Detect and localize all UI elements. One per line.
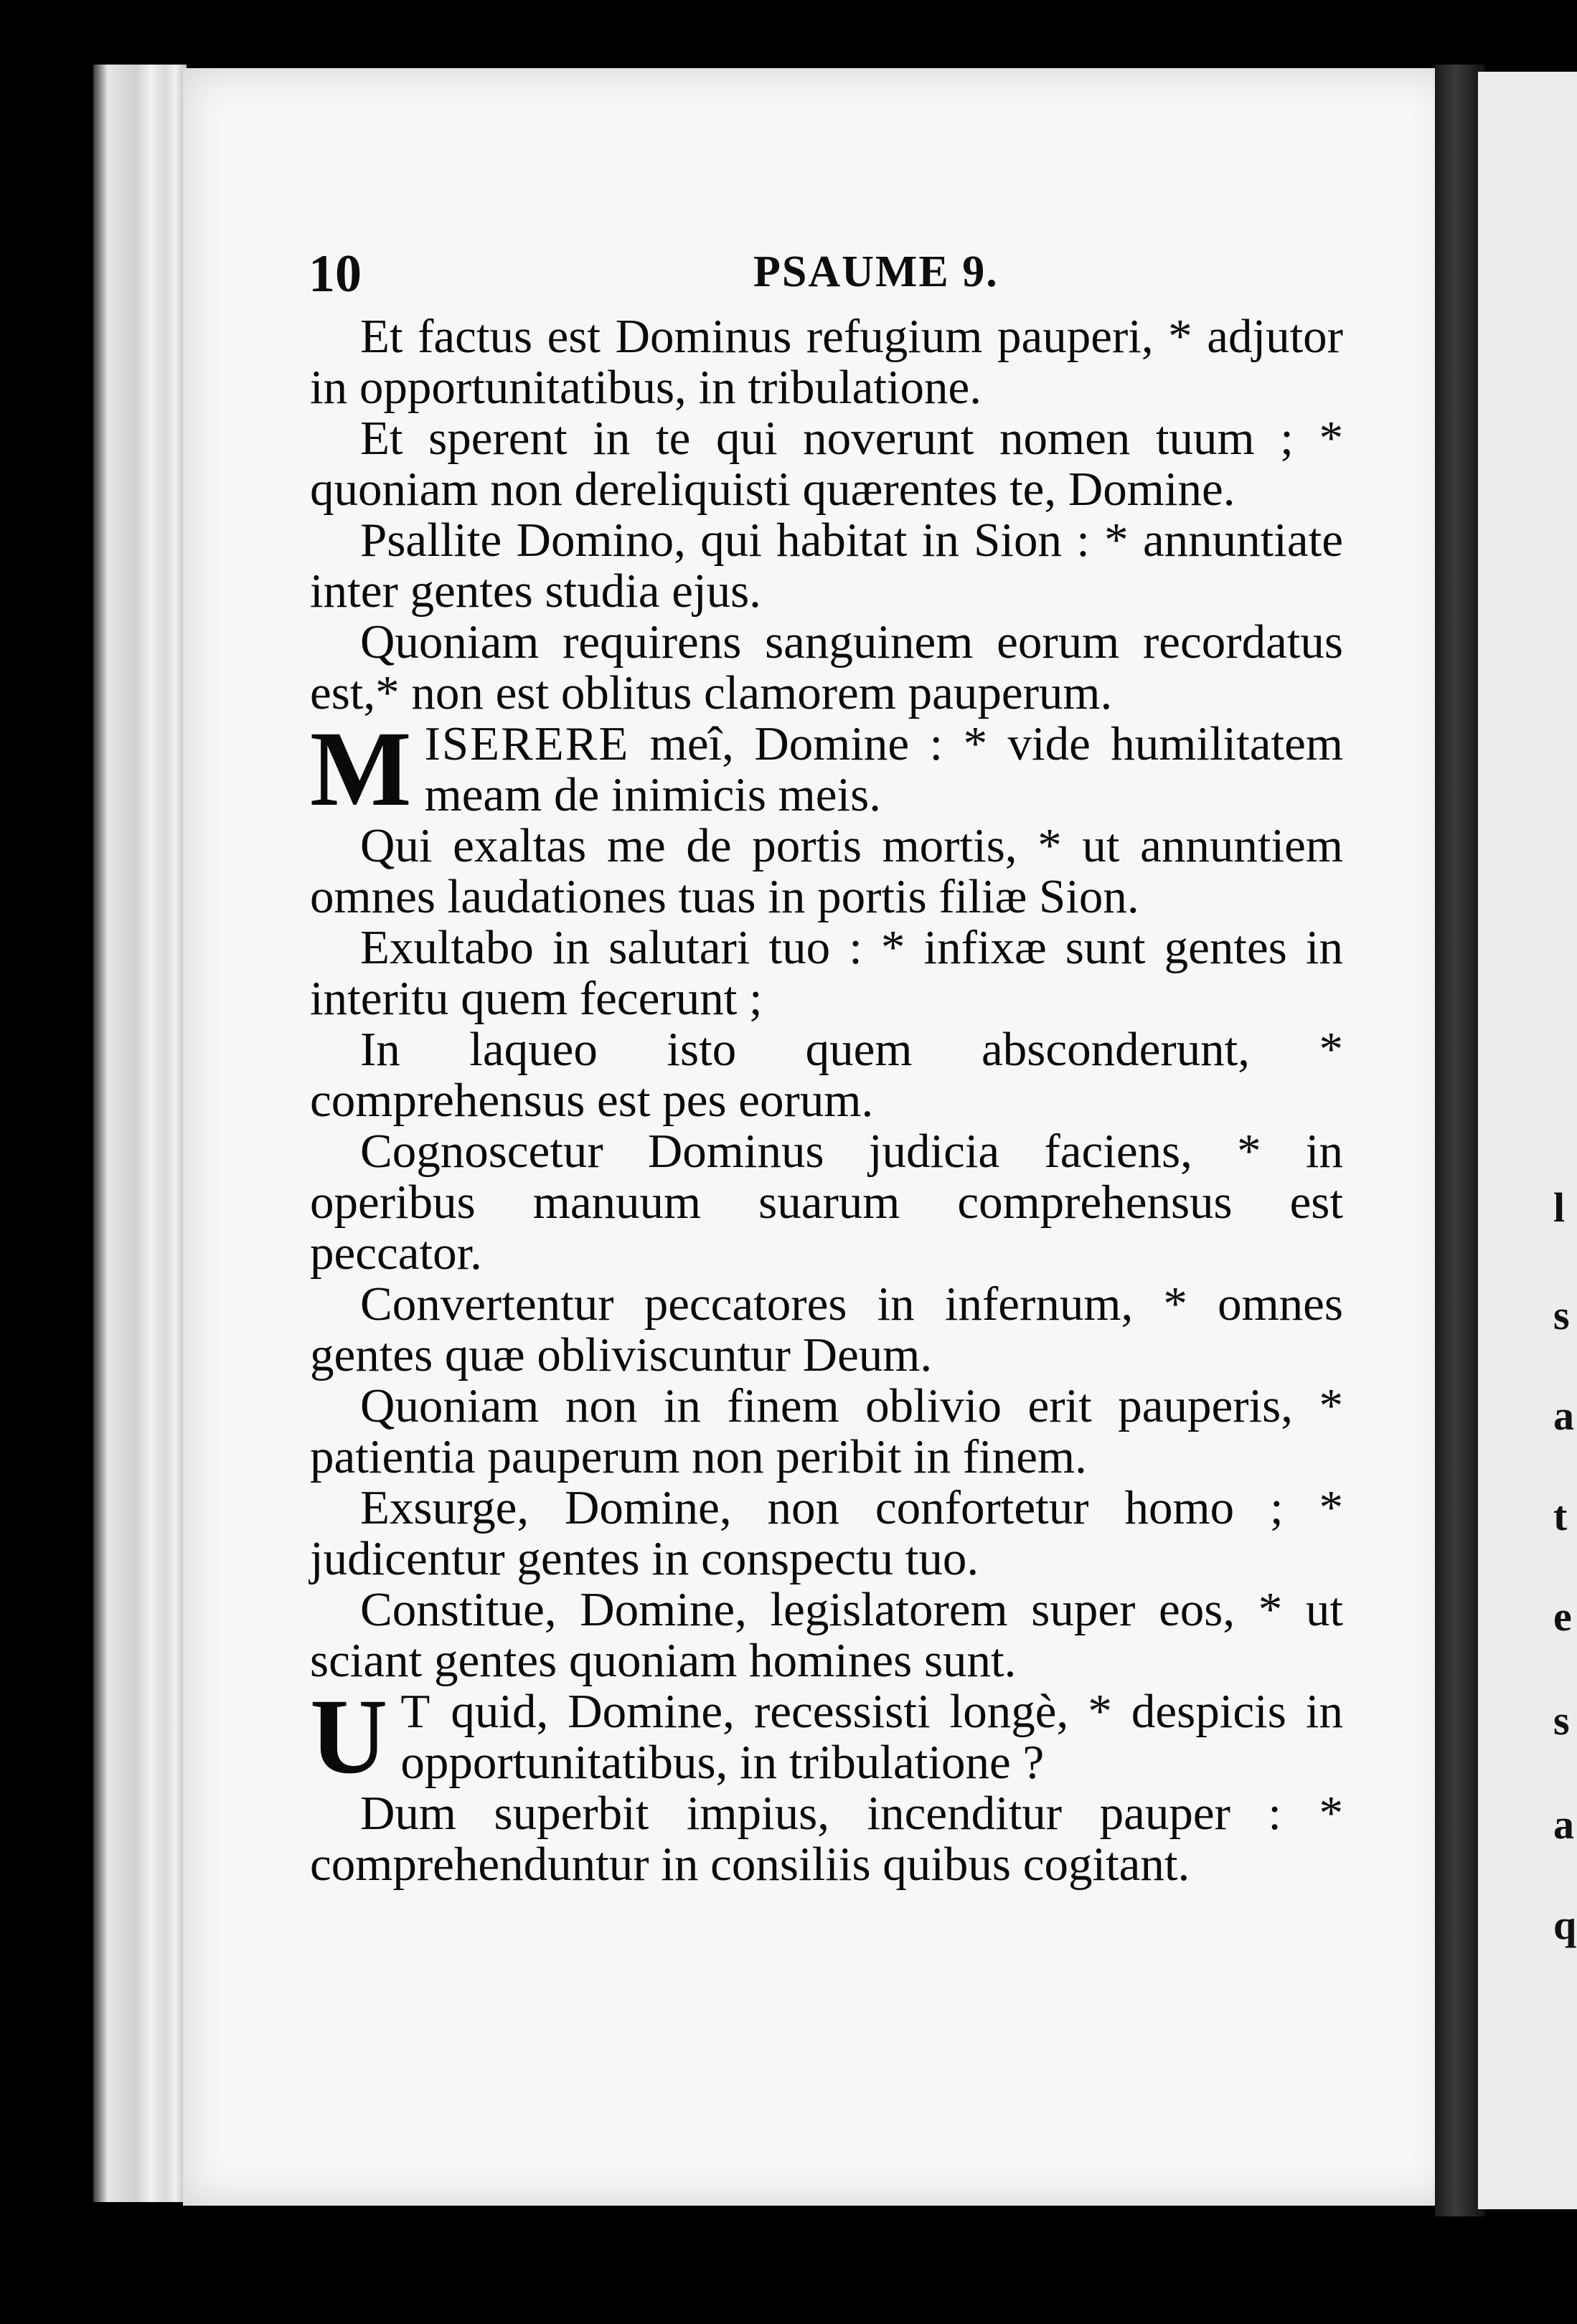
drop-cap-initial: M: [310, 709, 412, 828]
next-page-letter: a: [1553, 1801, 1574, 1848]
verse: Quoniam non in finem oblivio erit pauperis, * patientia pauperum non peribit in finem.: [310, 1379, 1343, 1483]
verse: Et sperent in te qui noverunt nomen tuum ; * quoniam non dereliquisti quærentes te, Domine.: [310, 412, 1343, 516]
verse: Constitue, Domine, legislatorem super eos, * ut sciant gentes quoniam homines sunt.: [310, 1583, 1343, 1687]
next-page-letter: q: [1553, 1902, 1577, 1948]
book-left-edges: [93, 65, 187, 2202]
page-number: 10: [309, 245, 362, 303]
verse: Convertentur peccatores in infernum, * omnes gentes quæ obliviscuntur Deum.: [310, 1277, 1343, 1381]
next-page-edge: [1478, 72, 1577, 2209]
smallcaps-word: T: [400, 1685, 432, 1738]
next-page-letter: t: [1553, 1493, 1568, 1539]
verse: Dum superbit impius, incenditur pauper : * comprehenduntur in consiliis quibus cogitant.: [310, 1787, 1343, 1891]
verse: Et factus est Dominus refugium pauperi, * adjutor in opportunitatibus, in tribulatione.: [310, 310, 1343, 414]
verse-text: meî, Domine : * vide humilitatem meam de inimicis meis.: [424, 717, 1343, 821]
page-header: [309, 244, 1334, 308]
verse: Cognoscetur Dominus judicia faciens, * in operibus manuum suarum comprehensus est peccator.: [310, 1125, 1343, 1280]
drop-cap-verse: [310, 709, 1343, 828]
verse: Quoniam requirens sanguinem eorum recordatus est,* non est oblitus clamorem pauperum.: [310, 615, 1343, 719]
verse-text: quid, Domine, recessisti longè, * despicis in opportunitatibus, in tribulatione ?: [400, 1685, 1343, 1789]
psalm-text: [310, 311, 1343, 1890]
next-page-letter: e: [1553, 1593, 1572, 1640]
running-head: PSAUME 9.: [753, 247, 999, 296]
verse: Qui exaltas me de portis mortis, * ut annuntiem omnes laudationes tuas in portis filiæ Sion.: [310, 819, 1343, 923]
drop-cap-initial: U: [310, 1677, 388, 1796]
verse: Exsurge, Domine, non confortetur homo ; * judicentur gentes in conspectu tuo.: [310, 1481, 1343, 1585]
next-page-letter: a: [1553, 1392, 1574, 1439]
verse: In laqueo isto quem absconderunt, * comprehensus est pes eorum.: [310, 1023, 1343, 1127]
smallcaps-word: ISERERE: [424, 717, 630, 770]
verse: Exultabo in salutari tuo : * infixæ sunt gentes in interitu quem fecerunt ;: [310, 921, 1343, 1025]
verse: Psallite Domino, qui habitat in Sion : * annuntiate inter gentes studia ejus.: [310, 514, 1343, 618]
next-page-letter: s: [1553, 1292, 1570, 1338]
next-page-letter: s: [1553, 1697, 1570, 1744]
next-page-letter: l: [1553, 1184, 1566, 1231]
drop-cap-verse: [310, 1677, 1343, 1796]
